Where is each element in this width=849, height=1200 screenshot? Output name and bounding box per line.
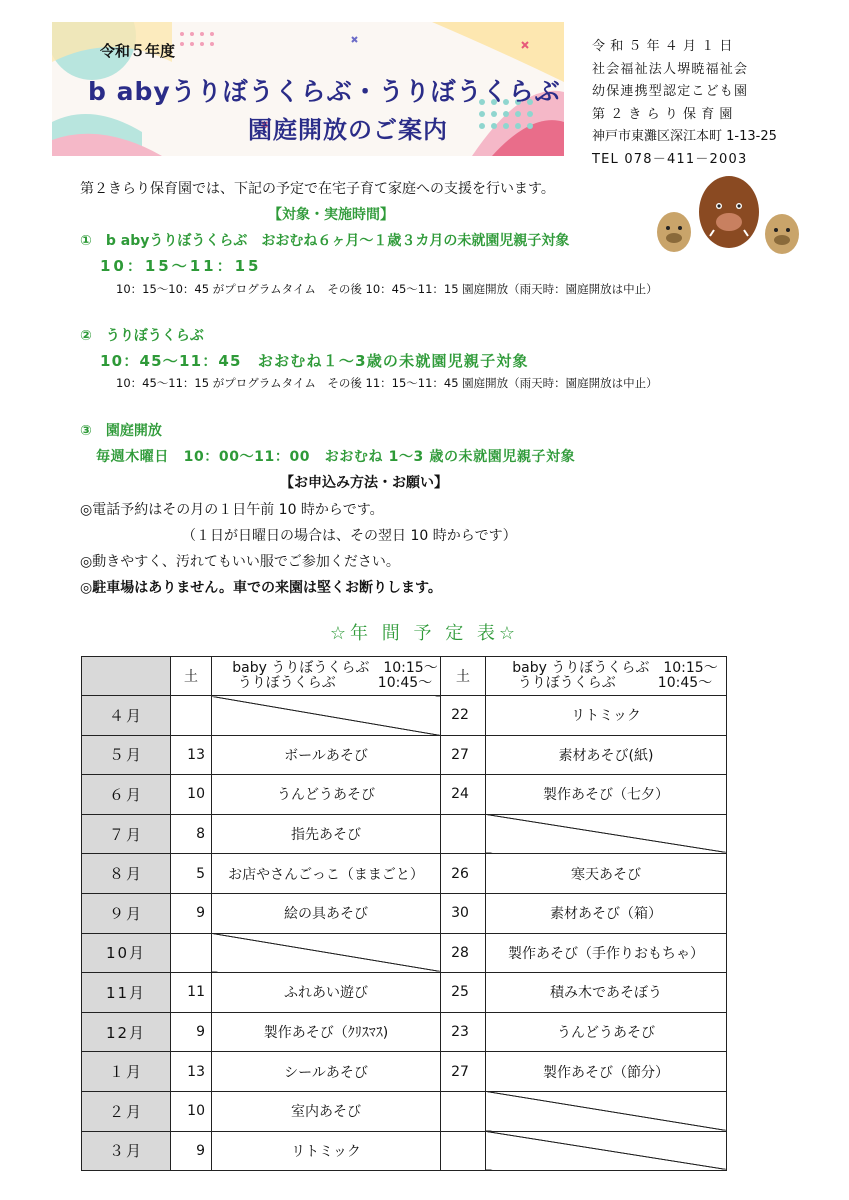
month-cell: ８月 (82, 854, 171, 894)
day-col1: 9 (171, 893, 212, 933)
corporation-name: 社会福祉法人堺暁福祉会 (592, 61, 749, 77)
note-reservation: ◎電話予約はその月の１日午前 10 時からです。 (80, 502, 384, 518)
activity-col2: リトミック (486, 696, 727, 736)
header-col2-line2: うりぼうくらぶ 10:45～ (517, 675, 713, 691)
facility-type: 幼保連携型認定こども園 (592, 84, 749, 100)
organization-info (592, 36, 792, 172)
activity-col1-empty (212, 696, 441, 736)
month-cell: １月 (82, 1052, 171, 1092)
schedule-row (82, 775, 727, 815)
intro-text: 第２きらり保育園では、下記の予定で在宅子育て家庭への支援を行います。 (80, 181, 555, 197)
schedule-row (82, 1131, 727, 1171)
month-cell: ６月 (82, 775, 171, 815)
note-sunday: （１日が日曜日の場合は、その翌日 10 時からです） (182, 528, 517, 544)
month-cell: ３月 (82, 1131, 171, 1171)
day-col2 (441, 814, 486, 854)
day-col2: 30 (441, 893, 486, 933)
header-col1-line1: baby うりぼうくらぶ 10:15～ (232, 660, 438, 676)
day-col1: 5 (171, 854, 212, 894)
activity-col2: 製作あそび（手作りおもちゃ） (486, 933, 727, 973)
header-activity-col1 (212, 657, 441, 696)
item1-note: 10：15～10：45 がプログラムタイム その後 10：45～11：15 園庭開放（雨天時：園庭開放は中止） (116, 282, 658, 296)
item1-time: 10：15～11：15 (100, 257, 262, 275)
activity-col1: うんどうあそび (212, 775, 441, 815)
day-col1 (171, 933, 212, 973)
day-col1 (171, 696, 212, 736)
activity-col2-empty (486, 1131, 727, 1171)
activity-col2: うんどうあそび (486, 1012, 727, 1052)
month-cell: 11月 (82, 973, 171, 1013)
day-col1: 11 (171, 973, 212, 1013)
header-day-col2: 土 (441, 657, 486, 696)
day-col2 (441, 1091, 486, 1131)
day-col1: 9 (171, 1131, 212, 1171)
month-cell: ４月 (82, 696, 171, 736)
boar-illustration (654, 170, 804, 260)
item2-time: 10：45～11：45 おおむね１～3歳の未就園児親子対象 (100, 352, 529, 370)
banner-subtitle: 園庭開放のご案内 (248, 116, 448, 144)
day-col1: 9 (171, 1012, 212, 1052)
target-heading: 【対象・実施時間】 (268, 207, 394, 223)
day-col2: 24 (441, 775, 486, 815)
schedule-row (82, 814, 727, 854)
day-col2: 26 (441, 854, 486, 894)
month-cell: 10月 (82, 933, 171, 973)
day-col2: 23 (441, 1012, 486, 1052)
note-clothes: ◎動きやすく、汚れてもいい服でご参加ください。 (80, 554, 400, 570)
schedule-row (82, 854, 727, 894)
day-col2: 28 (441, 933, 486, 973)
month-cell: ２月 (82, 1091, 171, 1131)
header-month-cell (82, 657, 171, 696)
activity-col1: ふれあい遊び (212, 973, 441, 1013)
small-boar-left (657, 212, 691, 252)
small-boar-right (765, 214, 799, 254)
day-col2: 27 (441, 735, 486, 775)
issue-date: 令和５年４月１日 (592, 39, 738, 54)
activity-col2-empty (486, 1091, 727, 1131)
schedule-row (82, 893, 727, 933)
facility-name: 第２きらり保育園 (592, 106, 738, 122)
activity-col1: 製作あそび（ｸﾘｽﾏｽ) (212, 1012, 441, 1052)
day-col1: 13 (171, 735, 212, 775)
activity-col1: 絵の具あそび (212, 893, 441, 933)
banner-title: b abyうりぼうくらぶ・うりぼうくらぶ (88, 77, 561, 106)
schedule-title: ☆年 間 予 定 表☆ (329, 623, 520, 644)
activity-col1: 室内あそび (212, 1091, 441, 1131)
month-cell: ７月 (82, 814, 171, 854)
activity-col2: 素材あそび(紙) (486, 735, 727, 775)
month-cell: ５月 (82, 735, 171, 775)
day-col2 (441, 1131, 486, 1171)
activity-col1: お店やさんごっこ（ままごと） (212, 854, 441, 894)
activity-col1: 指先あそび (212, 814, 441, 854)
day-col1: 8 (171, 814, 212, 854)
item1-title: ① b abyうりぼうくらぶ おおむね６ヶ月～１歳３カ月の未就園児親子対象 (80, 233, 570, 249)
month-cell: ９月 (82, 893, 171, 933)
header-col2-line1: baby うりぼうくらぶ 10:15～ (512, 660, 718, 676)
large-boar-center (699, 176, 759, 248)
telephone: TEL 078－411－2003 (592, 151, 748, 167)
day-col2: 25 (441, 973, 486, 1013)
activity-col2: 製作あそび（節分） (486, 1052, 727, 1092)
header-col1-line2: うりぼうくらぶ 10:45～ (237, 675, 433, 691)
header-activity-col2 (486, 657, 727, 696)
schedule-row (82, 1091, 727, 1131)
activity-col1-empty (212, 933, 441, 973)
schedule-row (82, 973, 727, 1013)
activity-col1: リトミック (212, 1131, 441, 1171)
schedule-row (82, 933, 727, 973)
address: 神戸市東灘区深江本町 1-13-25 (592, 129, 777, 145)
schedule-row (82, 1012, 727, 1052)
activity-col2-empty (486, 814, 727, 854)
header-day-col1: 土 (171, 657, 212, 696)
activity-col2: 寒天あそび (486, 854, 727, 894)
item2-title: ② うりぼうくらぶ (80, 328, 204, 344)
annual-schedule-table (81, 656, 727, 1171)
month-cell: 12月 (82, 1012, 171, 1052)
schedule-row (82, 696, 727, 736)
activity-col2: 製作あそび（七夕） (486, 775, 727, 815)
apply-heading: 【お申込み方法・お願い】 (280, 475, 448, 491)
item2-note: 10：45～11：15 がプログラムタイム その後 11：15～11：45 園庭開放（雨天時：園庭開放は中止） (116, 376, 658, 390)
day-col2: 22 (441, 696, 486, 736)
banner-year: 令和５年度 (100, 42, 176, 60)
day-col1: 13 (171, 1052, 212, 1092)
activity-col1: シールあそび (212, 1052, 441, 1092)
item3-time: 毎週木曜日 10：00～11：00 おおむね 1～3 歳の未就園児親子対象 (96, 449, 576, 465)
day-col2: 27 (441, 1052, 486, 1092)
header-banner (52, 22, 564, 156)
day-col1: 10 (171, 775, 212, 815)
activity-col2: 素材あそび（箱） (486, 893, 727, 933)
activity-col1: ボールあそび (212, 735, 441, 775)
activity-col2: 積み木であそぼう (486, 973, 727, 1013)
schedule-row (82, 1052, 727, 1092)
day-col1: 10 (171, 1091, 212, 1131)
note-parking: ◎駐車場はありません。車での来園は堅くお断りします。 (80, 580, 442, 596)
item3-title: ③ 園庭開放 (80, 423, 162, 439)
schedule-header-row (82, 657, 727, 696)
schedule-row (82, 735, 727, 775)
